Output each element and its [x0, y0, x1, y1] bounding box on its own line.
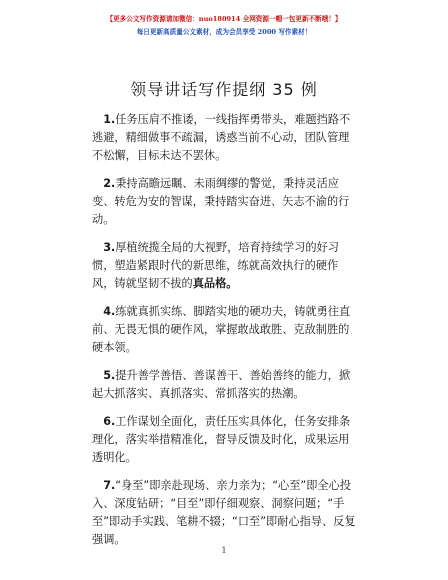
paragraph-1	[92, 111, 360, 165]
paragraph-text: 厚植统揽全局的大视野，培育持续学习的好习惯，塑造紧跟时代的新思维，练就高效执行的硬作风，铸就坚韧不拔的	[92, 241, 339, 290]
paragraph-text: “身至”即亲赴现场、亲力亲为；“心至”即全心投入、深度钻研；“目至”即仔细观察、洞察问题；“手至”即动手实践、笔耕不辍；“口至”即耐心指导、反复强调。	[92, 479, 356, 546]
paragraph-text: 提升善学善悟、善谋善干、善始善终的能力，掀起大抓落实、真抓落实、常抓落实的热潮。	[92, 369, 351, 400]
promo-banner	[0, 14, 448, 37]
paragraph-number: 1.	[103, 113, 116, 126]
paragraph-text: 秉持高瞻远瞩、未雨绸缪的警觉，秉持灵活应变、转危为安的智谋，秉持踏实奋进、矢志不渝的行动。	[92, 177, 350, 226]
paragraph-emphasis: 真品格。	[192, 277, 238, 290]
paragraph-number: 2.	[103, 177, 116, 190]
paragraph-number: 6.	[103, 415, 116, 428]
paragraph-2	[92, 175, 360, 229]
paragraph-text: 任务压肩不推诿，一线指挥勇带头，难题挡路不逃避，精细做事不疏漏，诱惑当前不心动，团队管理不松懈，目标未达不罢休。	[92, 113, 351, 162]
paragraph-text: 练就真抓实练、脚踏实地的硬功夫，铸就勇往直前、无畏无惧的硬作风，掌握敢战敢胜、克敌制胜的硬本领。	[92, 305, 351, 354]
document-title: 领导讲话写作提纲 35 例	[130, 80, 318, 99]
paragraph-6	[92, 413, 360, 467]
page-number: 1	[221, 546, 227, 555]
paragraph-number: 3.	[103, 241, 116, 254]
paragraph-3	[92, 239, 360, 293]
document-body	[92, 111, 360, 559]
promo-banner-line2: 每日更新高质量公文素材，成为会员享受 2000 写作素材！	[136, 28, 312, 36]
paragraph-text: 工作谋划全面化，责任压实具体化，任务安排条理化，落实举措精准化，督导反馈及时化，成果运用透明化。	[92, 415, 351, 464]
paragraph-5	[92, 367, 360, 403]
paragraph-number: 5.	[103, 369, 116, 382]
paragraph-number: 7.	[103, 479, 116, 492]
paragraph-7	[92, 477, 360, 549]
promo-banner-line1: 【更多公文写作资源请加微信：nuo180914 全网资源一帽一包更新不断哦！】	[106, 15, 342, 23]
paragraph-number: 4.	[103, 305, 116, 318]
paragraph-4	[92, 303, 360, 357]
